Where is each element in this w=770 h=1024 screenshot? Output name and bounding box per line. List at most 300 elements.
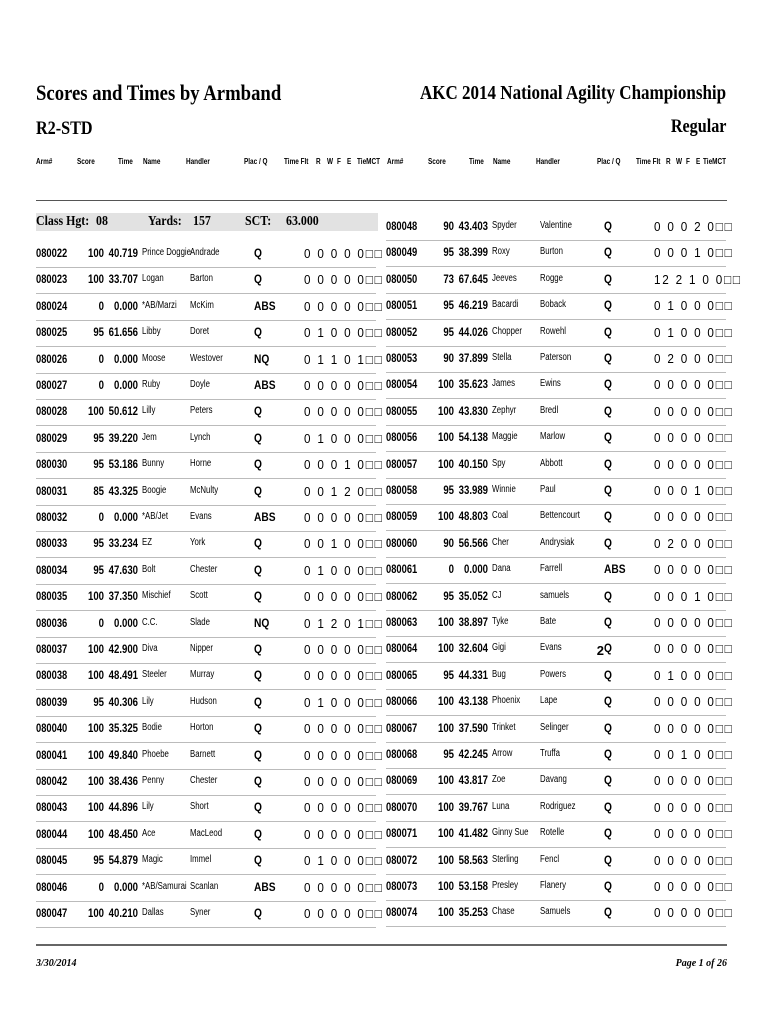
faults-cell: 0 1 0 0 0□□: [654, 298, 734, 314]
armband-cell: 080070: [386, 799, 418, 814]
handler-cell: Immel: [190, 854, 212, 866]
handler-cell: Rowehl: [540, 325, 567, 337]
armband-cell: 080067: [386, 720, 418, 735]
score-cell: 0: [98, 615, 104, 630]
time-cell: 33.989: [458, 483, 488, 497]
column-header: F: [686, 157, 690, 166]
armband-cell: 080052: [386, 324, 418, 339]
qualification-cell: Q: [254, 853, 262, 868]
score-cell: 100: [87, 668, 104, 683]
time-cell: 40.306: [108, 694, 138, 709]
qualification-cell: Q: [604, 720, 612, 735]
faults-cell: 0 0 0 0 0□□: [304, 721, 384, 737]
table-row: [36, 404, 382, 430]
table-row: [386, 879, 732, 905]
time-cell: 43.325: [108, 483, 138, 498]
time-cell: 54.879: [108, 853, 138, 868]
time-cell: 37.590: [458, 720, 488, 735]
armband-cell: 080031: [36, 483, 68, 498]
score-cell: 100: [437, 879, 454, 893]
qualification-cell: Q: [604, 826, 612, 841]
armband-cell: 080057: [386, 456, 418, 471]
table-row: [386, 641, 732, 667]
score-cell: 100: [87, 272, 104, 287]
time-cell: 53.158: [458, 879, 488, 893]
armband-cell: 080032: [36, 510, 68, 524]
armband-cell: 080044: [36, 826, 68, 841]
armband-cell: 080065: [386, 667, 418, 682]
handler-cell: Bettencourt: [540, 510, 580, 522]
row-divider: [36, 795, 376, 796]
armband-cell: 080038: [36, 668, 68, 683]
armband-cell: 080074: [386, 905, 418, 920]
row-divider: [386, 715, 726, 716]
qualification-cell: Q: [254, 800, 262, 815]
handler-cell: Andrade: [190, 247, 220, 258]
row-divider: [386, 478, 726, 479]
armband-cell: 080045: [36, 853, 68, 868]
row-divider: [386, 821, 726, 822]
faults-cell: 0 0 0 0 0□□: [654, 430, 734, 446]
score-cell: 95: [93, 430, 104, 445]
handler-cell: Barton: [190, 273, 213, 285]
time-cell: 0.000: [113, 378, 138, 392]
handler-cell: MacLeod: [190, 827, 223, 839]
armband-cell: 080054: [386, 377, 418, 392]
faults-cell: 0 0 0 0 0□□: [654, 403, 734, 419]
score-cell: 95: [443, 667, 454, 682]
time-cell: 39.767: [458, 799, 488, 814]
faults-cell: 0 1 1 0 1□□: [304, 351, 384, 367]
table-row: [36, 325, 382, 351]
time-cell: 44.331: [458, 667, 488, 682]
table-row: [36, 378, 382, 404]
qualification-cell: Q: [254, 536, 262, 551]
score-cell: 73: [443, 271, 454, 286]
score-cell: 0: [98, 351, 104, 366]
column-header: E: [696, 157, 701, 166]
table-row: [386, 615, 732, 641]
dog-name-cell: Luna: [492, 800, 510, 812]
score-cell: 90: [443, 535, 454, 550]
dog-name-cell: Cher: [492, 536, 509, 548]
placement-number-cell: 2: [596, 643, 604, 659]
handler-cell: Chester: [190, 563, 218, 575]
faults-cell: 0 0 0 0 0□□: [654, 615, 734, 630]
score-cell: 100: [87, 826, 104, 841]
dog-name-cell: Phoenix: [492, 695, 521, 707]
table-row: [36, 668, 382, 694]
handler-cell: Lynch: [190, 431, 211, 443]
handler-cell: Scott: [190, 590, 208, 602]
faults-cell: 0 0 0 0 0□□: [654, 773, 734, 789]
column-header: Score: [428, 157, 446, 166]
column-header: W: [676, 157, 683, 166]
row-divider: [36, 610, 376, 611]
row-divider: [36, 742, 376, 743]
qualification-cell: Q: [604, 905, 612, 920]
qualification-cell: Q: [604, 615, 612, 629]
row-divider: [386, 293, 726, 294]
score-cell: 95: [93, 562, 104, 577]
handler-cell: Slade: [190, 616, 210, 628]
qualification-cell: Q: [254, 562, 262, 577]
time-cell: 44.026: [458, 324, 488, 339]
table-row: [386, 483, 732, 509]
score-cell: 0: [98, 879, 104, 894]
time-cell: 48.803: [458, 509, 488, 524]
qualification-cell: Q: [604, 271, 612, 286]
row-divider: [36, 637, 376, 638]
armband-cell: 080028: [36, 404, 68, 419]
score-cell: 0: [448, 562, 454, 577]
table-row: [36, 510, 382, 536]
armband-cell: 080040: [36, 721, 68, 736]
row-divider: [386, 319, 726, 320]
qualification-cell: NQ: [254, 351, 270, 366]
armband-cell: 080050: [386, 271, 418, 286]
faults-cell: 0 0 0 1 0□□: [304, 457, 384, 473]
table-row: [36, 748, 382, 774]
table-row: [386, 589, 732, 615]
event-title: AKC 2014 National Agility Championship: [419, 82, 726, 104]
armband-cell: 080068: [386, 747, 418, 761]
row-divider: [36, 584, 376, 585]
dog-name-cell: Magic: [142, 854, 163, 866]
handler-cell: Murray: [190, 669, 215, 681]
score-cell: 95: [443, 588, 454, 603]
handler-cell: Rotelle: [540, 827, 565, 839]
qualification-cell: Q: [254, 642, 262, 656]
score-cell: 95: [443, 324, 454, 339]
class-type: Regular: [670, 116, 726, 137]
row-divider: [386, 240, 726, 241]
armband-cell: 080034: [36, 562, 68, 577]
faults-cell: 0 1 0 0 0□□: [304, 562, 384, 578]
qualification-cell: Q: [604, 509, 612, 524]
time-cell: 42.245: [458, 747, 488, 761]
dog-name-cell: Ruby: [142, 379, 161, 390]
time-cell: 49.840: [108, 747, 138, 762]
table-row: [386, 219, 732, 245]
time-cell: 42.900: [108, 642, 138, 656]
table-row: [36, 827, 382, 853]
faults-cell: 0 0 0 1 0□□: [654, 245, 734, 261]
faults-cell: 0 1 2 0 1□□: [304, 615, 384, 631]
faults-cell: 12 2 1 0 0□□: [654, 271, 742, 287]
faults-cell: 0 0 0 0 0□□: [654, 377, 734, 393]
time-cell: 35.325: [108, 721, 138, 736]
table-row: [386, 351, 732, 377]
handler-cell: Andrysiak: [540, 536, 575, 548]
column-header: Plac / Q: [597, 157, 621, 166]
qualification-cell: Q: [254, 721, 262, 736]
faults-cell: 0 0 0 0 0□□: [654, 694, 734, 710]
qualification-cell: Q: [604, 298, 612, 313]
table-row: [386, 721, 732, 747]
handler-cell: Marlow: [540, 431, 566, 443]
row-divider: [386, 583, 726, 584]
row-divider: [36, 901, 376, 902]
row-divider: [386, 847, 726, 848]
class-code: R2-STD: [36, 118, 93, 139]
row-divider: [386, 689, 726, 690]
row-divider: [36, 373, 376, 374]
column-header: Time Flt: [636, 157, 661, 166]
score-cell: 100: [87, 906, 104, 920]
class-height-value: 08: [96, 214, 108, 229]
dog-name-cell: Winnie: [492, 484, 516, 495]
row-divider: [36, 927, 376, 928]
dog-name-cell: Maggie: [492, 431, 518, 443]
handler-cell: Nipper: [190, 643, 213, 654]
table-row: [36, 299, 382, 325]
table-row: [386, 826, 732, 852]
handler-cell: Hudson: [190, 695, 217, 707]
time-cell: 61.656: [108, 325, 138, 340]
table-row: [386, 905, 732, 931]
time-cell: 46.219: [458, 298, 488, 313]
qualification-cell: Q: [604, 245, 612, 260]
faults-cell: 0 0 0 0 0□□: [304, 246, 384, 261]
handler-cell: Peters: [190, 405, 213, 417]
time-cell: 0.000: [463, 562, 488, 577]
score-cell: 100: [87, 642, 104, 656]
row-divider: [386, 266, 726, 267]
row-divider: [36, 320, 376, 321]
table-row: [36, 880, 382, 906]
time-cell: 35.052: [458, 588, 488, 603]
handler-cell: York: [190, 537, 206, 549]
dog-name-cell: *AB/Samurai: [142, 880, 187, 892]
score-cell: 100: [437, 430, 454, 445]
qualification-cell: Q: [254, 483, 262, 498]
dog-name-cell: Zephyr: [492, 404, 517, 416]
armband-cell: 080039: [36, 694, 68, 709]
table-row: [386, 509, 732, 535]
column-header: Time: [118, 157, 133, 166]
qualification-cell: Q: [254, 457, 262, 472]
score-cell: 100: [437, 377, 454, 392]
qualification-cell: Q: [254, 906, 262, 920]
yards-label: Yards:: [148, 214, 182, 229]
handler-cell: McKim: [190, 299, 214, 311]
handler-cell: samuels: [540, 589, 570, 601]
faults-cell: 0 0 0 0 0□□: [654, 852, 734, 868]
score-cell: 0: [98, 510, 104, 524]
handler-cell: Doyle: [190, 379, 210, 390]
qualification-cell: Q: [254, 430, 262, 445]
faults-cell: 0 0 1 0 0□□: [654, 747, 734, 762]
faults-cell: 0 0 0 1 0□□: [654, 483, 734, 498]
table-row: [36, 721, 382, 747]
dog-name-cell: Libby: [142, 326, 161, 338]
qualification-cell: ABS: [254, 879, 276, 894]
qualification-cell: Q: [254, 774, 262, 788]
armband-cell: 080064: [386, 641, 418, 656]
column-header: Handler: [536, 157, 560, 166]
row-divider: [36, 399, 376, 400]
row-divider: [36, 346, 376, 347]
row-divider: [36, 478, 376, 479]
armband-cell: 080026: [36, 351, 68, 366]
dog-name-cell: Prince Doggie: [142, 247, 191, 258]
faults-cell: 0 0 0 0 0□□: [654, 720, 734, 736]
table-row: [36, 853, 382, 879]
armband-cell: 080041: [36, 747, 68, 762]
row-divider: [36, 557, 376, 558]
dog-name-cell: CJ: [492, 589, 502, 601]
armband-cell: 080024: [36, 298, 68, 313]
handler-cell: Boback: [540, 299, 567, 311]
table-row: [36, 563, 382, 589]
qualification-cell: Q: [604, 879, 612, 893]
row-divider: [36, 663, 376, 664]
dog-name-cell: Bodie: [142, 722, 162, 734]
armband-cell: 080030: [36, 457, 68, 472]
faults-cell: 0 0 0 0 0□□: [654, 799, 734, 815]
table-row: [36, 774, 382, 800]
dog-name-cell: Bacardi: [492, 299, 519, 311]
score-cell: 100: [437, 826, 454, 841]
dog-name-cell: Boogie: [142, 484, 167, 496]
column-header: Time Flt: [284, 157, 309, 166]
time-cell: 40.719: [108, 246, 138, 260]
handler-cell: Barnett: [190, 748, 216, 760]
score-cell: 100: [437, 456, 454, 471]
dog-name-cell: Diva: [142, 643, 158, 654]
faults-cell: 0 0 0 0 0□□: [654, 456, 734, 472]
score-cell: 95: [93, 853, 104, 868]
time-cell: 0.000: [113, 879, 138, 894]
handler-cell: Evans: [190, 511, 212, 522]
time-cell: 35.623: [458, 377, 488, 392]
score-cell: 100: [87, 589, 104, 604]
table-row: [386, 245, 732, 271]
handler-cell: Flanery: [540, 880, 567, 891]
dog-name-cell: Bunny: [142, 458, 165, 470]
time-cell: 39.220: [108, 430, 138, 445]
table-row: [36, 616, 382, 642]
faults-cell: 0 0 0 0 0□□: [304, 298, 384, 314]
time-cell: 48.450: [108, 826, 138, 841]
faults-cell: 0 0 0 0 0□□: [304, 800, 384, 816]
table-row: [386, 271, 742, 298]
qualification-cell: Q: [254, 272, 262, 287]
qualification-cell: Q: [604, 483, 612, 497]
time-cell: 53.186: [108, 457, 138, 472]
column-header: Score: [77, 157, 95, 166]
armband-cell: 080033: [36, 536, 68, 551]
faults-cell: 0 0 0 1 0□□: [654, 588, 734, 604]
qualification-cell: Q: [254, 404, 262, 419]
faults-cell: 0 0 0 0 0□□: [304, 378, 384, 393]
time-cell: 43.403: [458, 219, 488, 233]
handler-cell: Davang: [540, 774, 567, 786]
row-divider: [36, 821, 376, 822]
armband-cell: 080035: [36, 589, 68, 604]
faults-cell: 0 2 0 0 0□□: [654, 535, 734, 551]
table-row: [386, 773, 732, 799]
dog-name-cell: Roxy: [492, 246, 510, 258]
row-divider: [36, 874, 376, 875]
table-row: [386, 800, 732, 826]
score-cell: 0: [98, 378, 104, 392]
qualification-cell: Q: [604, 799, 612, 814]
column-header: Arm#: [387, 157, 404, 166]
faults-cell: 0 0 0 0 0□□: [654, 826, 734, 842]
score-cell: 0: [98, 298, 104, 313]
dog-name-cell: Ginny Sue: [492, 827, 529, 839]
time-cell: 47.630: [108, 562, 138, 577]
qualification-cell: Q: [604, 351, 612, 365]
column-header: Time: [469, 157, 484, 166]
dog-name-cell: Jem: [142, 431, 157, 443]
time-cell: 38.436: [108, 774, 138, 788]
time-cell: 58.563: [458, 852, 488, 867]
table-row: [36, 536, 382, 562]
faults-cell: 0 1 0 0 0□□: [654, 667, 734, 683]
faults-cell: 0 0 0 2 0□□: [654, 219, 734, 234]
armband-cell: 080027: [36, 378, 68, 392]
armband-cell: 080071: [386, 826, 418, 841]
dog-name-cell: Gigi: [492, 642, 506, 654]
faults-cell: 0 0 1 0 0□□: [304, 536, 384, 552]
dog-name-cell: Lily: [142, 801, 154, 813]
faults-cell: 0 0 1 2 0□□: [304, 483, 384, 499]
dog-name-cell: Spy: [492, 457, 506, 469]
armband-cell: 080047: [36, 906, 68, 920]
row-divider: [386, 926, 726, 927]
row-divider: [386, 610, 726, 611]
faults-cell: 0 0 0 0 0□□: [304, 774, 384, 789]
column-header: Handler: [186, 157, 210, 166]
dog-name-cell: Stella: [492, 352, 512, 363]
armband-cell: 080043: [36, 800, 68, 815]
qualification-cell: Q: [604, 694, 612, 709]
table-row: [386, 694, 732, 720]
handler-cell: Rodriguez: [540, 800, 576, 812]
qualification-cell: Q: [254, 246, 262, 260]
armband-cell: 080042: [36, 774, 68, 788]
column-header: TieMCT: [357, 157, 380, 166]
dog-name-cell: Zoe: [492, 774, 506, 786]
qualification-cell: Q: [254, 747, 262, 762]
column-header: R: [666, 157, 671, 166]
handler-cell: Fencl: [540, 853, 560, 865]
faults-cell: 0 0 0 0 0□□: [304, 642, 384, 657]
table-row: [386, 536, 732, 562]
handler-cell: Selinger: [540, 721, 569, 733]
row-divider: [36, 267, 376, 268]
armband-cell: 080061: [386, 562, 418, 577]
handler-cell: Samuels: [540, 906, 571, 918]
score-cell: 85: [93, 483, 104, 498]
time-cell: 33.707: [108, 272, 138, 287]
dog-name-cell: Moose: [142, 352, 166, 364]
table-row: [36, 906, 382, 932]
armband-cell: 080062: [386, 588, 418, 603]
qualification-cell: NQ: [254, 615, 270, 630]
faults-cell: 0 0 0 0 0□□: [654, 562, 734, 578]
qualification-cell: Q: [604, 456, 612, 471]
handler-cell: Syner: [190, 907, 211, 918]
table-row: [386, 668, 732, 694]
score-cell: 100: [87, 246, 104, 260]
dog-name-cell: *AB/Jet: [142, 511, 169, 522]
row-divider: [36, 452, 376, 453]
table-row: [386, 457, 732, 483]
